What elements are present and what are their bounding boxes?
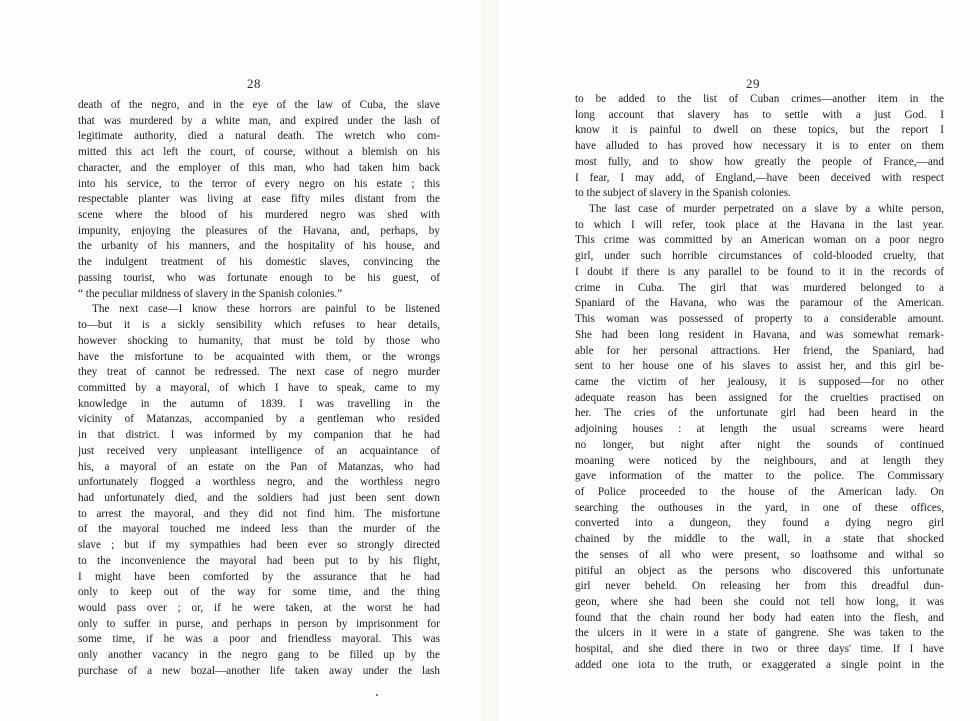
text-line: would pass over ; or, if he were taken, at the worst he had <box>78 602 440 614</box>
text-line: I doubt if there is any parallel to be found to it in the records of <box>575 265 944 278</box>
text-line: respectable planter was living at ease fifty miles distant from the <box>78 193 440 206</box>
text-line: only to keep out of the way for some time, and the thing <box>78 586 440 599</box>
text-line: This crime was committed by an American woman on a poor negro <box>575 234 944 247</box>
text-line: long account that slavery has to settle with a just God. I <box>575 108 944 121</box>
scan-speck <box>376 694 378 696</box>
text-line: I fear, I may add, of England,—have been deceived with respect <box>575 171 944 184</box>
text-line: however shocking to humanity, that must be told by those who <box>78 334 440 347</box>
text-line: moaning were noticed by the neighbours, and at length they <box>575 454 944 467</box>
text-line: came the victim of her jealousy, it is supposed—for no other <box>575 375 944 388</box>
text-line: had unfortunately died, and the soldiers had just been sent down <box>78 491 440 504</box>
text-line: of Police proceeded to the house of the American lady. On <box>575 485 944 498</box>
text-line: to arrest the mayoral, and they did not find him. The misfortune <box>78 507 440 520</box>
text-line: her. The cries of the unfortunate girl had been heard in the <box>575 407 944 420</box>
text-line: converted into a dungeon, they found a dying negro girl <box>575 517 944 530</box>
text-line: in that district. I was informed by my companion that he had <box>78 429 440 442</box>
text-line: girl, under such horrible circumstances of cold-blooded cruelty, that <box>575 250 944 263</box>
text-line: they treat of cannot be redressed. The next case of negro murder <box>78 366 440 379</box>
text-line: that was murdered by a white man, and expired under the lash of <box>78 114 440 127</box>
text-line: chained by the middle to the wall, in a state that shocked <box>575 533 944 546</box>
text-line: “ the peculiar mildness of slavery in the Spanish colonies.” <box>78 287 343 300</box>
text-line: I might have been comforted by the assurance that he had <box>78 570 440 583</box>
text-line: The last case of murder perpetrated on a slave by a white person, <box>589 203 944 216</box>
text-line: pitiful an object as the persons who discovered this unfortunate <box>575 564 944 577</box>
text-line: sent to her house one of his slaves to assist her, and this girl be- <box>575 360 944 373</box>
text-line: character, and the employer of this man, who had taken him back <box>78 161 440 174</box>
text-line: The next case—I know these horrors are painful to be listened <box>92 303 440 316</box>
text-line: added one iota to the truth, or exaggerated a single point in the <box>575 658 944 671</box>
text-line: adequate reason has been assigned for the cruelties practised on <box>575 391 944 404</box>
right-page-number: 29 <box>746 76 760 91</box>
text-line: scene where the blood of his murdered negro was shed with <box>78 209 440 222</box>
text-line: only to suffer in purse, and perhaps in person by imprisonment for <box>78 617 440 630</box>
text-line: able for her personal attractions. Her friend, the Spaniard, had <box>575 344 944 357</box>
text-line: mitted this act left the court, of course, without a blemish on his <box>78 146 440 159</box>
text-line: purchase of a new bozal—another life taken away under the lash <box>78 664 440 677</box>
text-line: slave ; but if my sympathies had been ever so strongly directed <box>78 539 440 552</box>
text-line: to the subject of slavery in the Spanish colonies. <box>575 187 791 200</box>
text-line: adjoining houses : at length the usual screams were heard <box>575 423 944 436</box>
text-line: gave information of the matter to the police. The Commissary <box>575 470 944 483</box>
text-line: into his service, to the terror of every negro on his estate ; this <box>78 177 440 190</box>
text-line: just received very unpleasant intelligence of an acquaintance of <box>78 444 440 457</box>
text-line: know it is painful to dwell on these topics, but the report I <box>575 124 944 137</box>
text-line: Spaniard of the Havana, who was the paramour of the American. <box>575 297 944 310</box>
text-line: the senses of all who were present, so loathsome and withal so <box>575 548 944 561</box>
text-line: found that the chain round her body had eaten into the flesh, and <box>575 611 944 624</box>
text-line: knowledge in the autumn of 1839. I was travelling in the <box>78 397 440 410</box>
right-page-text <box>575 92 944 674</box>
text-line: impunity, enjoying the pleasures of the Havana, and, perhaps, by <box>78 224 440 237</box>
text-line: to the inconvenience the mayoral had been put to by his flight, <box>78 554 440 567</box>
text-line: committed by a mayoral, of which I have to speak, came to my <box>78 381 440 394</box>
text-line: to be added to the list of Cuban crimes—another item in the <box>575 93 944 105</box>
text-line: crime in Cuba. The girl that was murdered belonged to a <box>575 281 944 294</box>
text-line: searching the outhouses in the yard, in one of these offices, <box>575 501 944 514</box>
text-line: have alluded to has proved how necessary it is to enter on them <box>575 140 944 153</box>
text-line: only another vacancy in the negro gang to be filled up by the <box>78 649 440 662</box>
text-line: to—but it is a sickly sensibility which refuses to hear details, <box>78 319 440 332</box>
text-line: most fully, and to show how greatly the people of France,—and <box>575 155 944 168</box>
text-line: This woman was possessed of property to a considerable amount. <box>575 313 944 326</box>
text-line: legitimate authority, died a natural death. The wretch who com- <box>78 130 440 143</box>
text-line: vicinity of Matanzas, accompanied by a gentleman who resided <box>78 413 440 426</box>
text-line: passing tourist, who was fortunate enough to be his guest, of <box>78 271 440 284</box>
text-line: some time, if he was a poor and friendless mayoral. This was <box>78 633 440 646</box>
text-line: geon, where she had been she could not tell how long, it was <box>575 596 944 608</box>
text-line: the ulcers in it were in a state of gangrene. She was taken to the <box>575 627 944 640</box>
text-line: She had been long resident in Havana, and was somewhat remark- <box>575 328 944 341</box>
text-line: have the misfortune to be acquainted with them, or the wrongs <box>78 350 440 363</box>
text-line: the indulgent treatment of his domestic slaves, convincing the <box>78 256 440 269</box>
text-line: to which I will refer, took place at the Havana in the last year. <box>575 218 944 231</box>
text-line: unfortunately flogged a worthless negro, and the worthless negro <box>78 476 440 489</box>
left-page-number: 28 <box>247 76 261 91</box>
text-line: of the mayoral touched me indeed less than the murder of the <box>78 523 440 536</box>
text-line: the urbanity of his manners, and the hospitality of his house, and <box>78 240 440 253</box>
left-page-text <box>78 98 440 680</box>
text-line: his, a mayoral of an estate on the Pan of Matanzas, who had <box>78 460 440 473</box>
text-line: no longer, but night after night the sounds of continued <box>575 438 944 451</box>
right-page <box>490 0 980 721</box>
text-line: hospital, and she died there in two or three days' time. If I have <box>575 643 944 656</box>
text-line: girl never beheld. On releasing her from this dreadful dun- <box>575 580 944 593</box>
text-line: death of the negro, and in the eye of the law of Cuba, the slave <box>78 99 440 111</box>
